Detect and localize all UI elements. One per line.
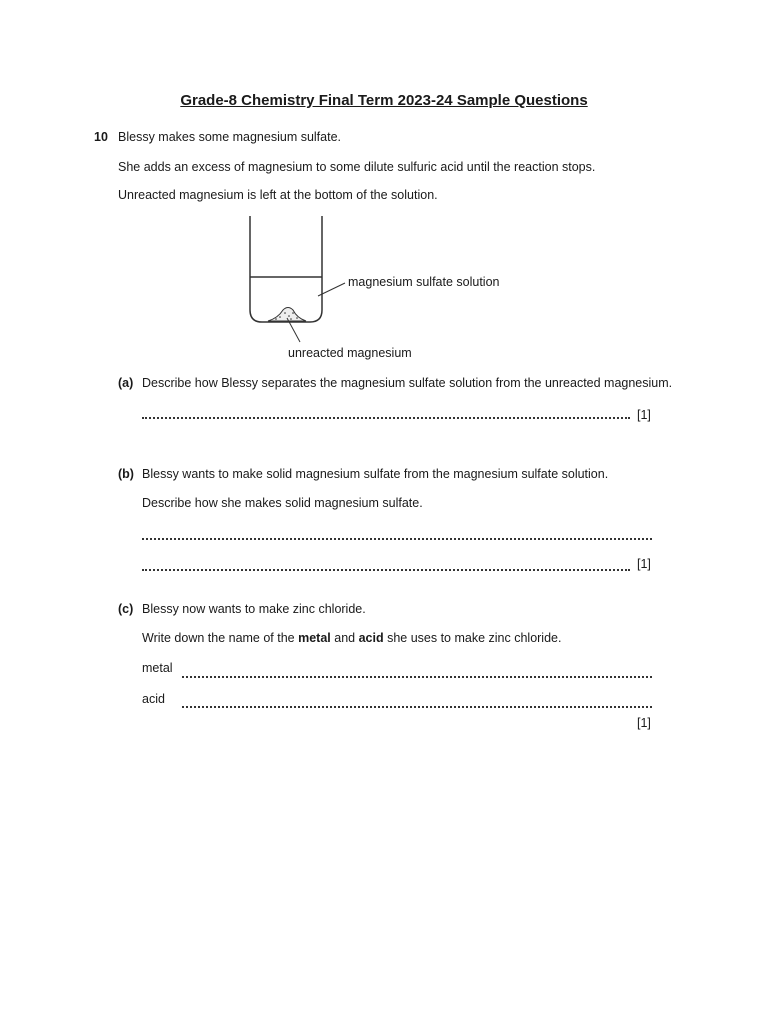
part-c-text-2-post: she uses to make zinc chloride. [383,631,562,645]
metal-answer-line[interactable] [182,676,652,678]
part-c-label: (c) [118,602,134,616]
part-c-text-1: Blessy now wants to make zinc chloride. [142,602,366,616]
question-number: 10 [94,130,108,144]
question-intro-2: She adds an excess of magnesium to some dilute sulfuric acid until the reaction stops. [118,160,596,174]
part-c-text-2-acid: acid [358,631,384,645]
part-b-mark: [1] [637,557,651,571]
question-intro-3: Unreacted magnesium is left at the bottom of the solution. [118,188,438,202]
part-b-answer-line-2[interactable] [142,569,630,571]
acid-answer-line[interactable] [182,706,652,708]
part-a-label: (a) [118,376,134,390]
part-c-mark: [1] [637,716,651,730]
beaker-diagram [0,0,768,370]
part-c-text-2-and: and [330,631,359,645]
part-a-answer-line[interactable] [142,417,630,419]
part-a-mark: [1] [637,408,651,422]
metal-label: metal [142,661,173,675]
part-c-text-2-pre: Write down the name of the [142,631,299,645]
part-b-text-1: Blessy wants to make solid magnesium sulfate from the magnesium sulfate solution. [142,467,609,481]
part-c-text-2 [142,631,561,645]
part-b-answer-line-1[interactable] [142,538,652,540]
solution-label: magnesium sulfate solution [348,275,500,289]
part-c-text-2-metal: metal [298,631,331,645]
beaker-outline [250,216,322,322]
page-title: Grade-8 Chemistry Final Term 2023-24 Sample Questions [180,92,588,109]
part-b-text-2: Describe how she makes solid magnesium sulfate. [142,496,423,510]
magnesium-label: unreacted magnesium [288,346,412,360]
acid-label: acid [142,692,165,706]
question-intro-1: Blessy makes some magnesium sulfate. [118,130,342,144]
part-a-text: Describe how Blessy separates the magnesium sulfate solution from the unreacted magnesium. [142,376,673,390]
part-b-label: (b) [118,467,134,481]
